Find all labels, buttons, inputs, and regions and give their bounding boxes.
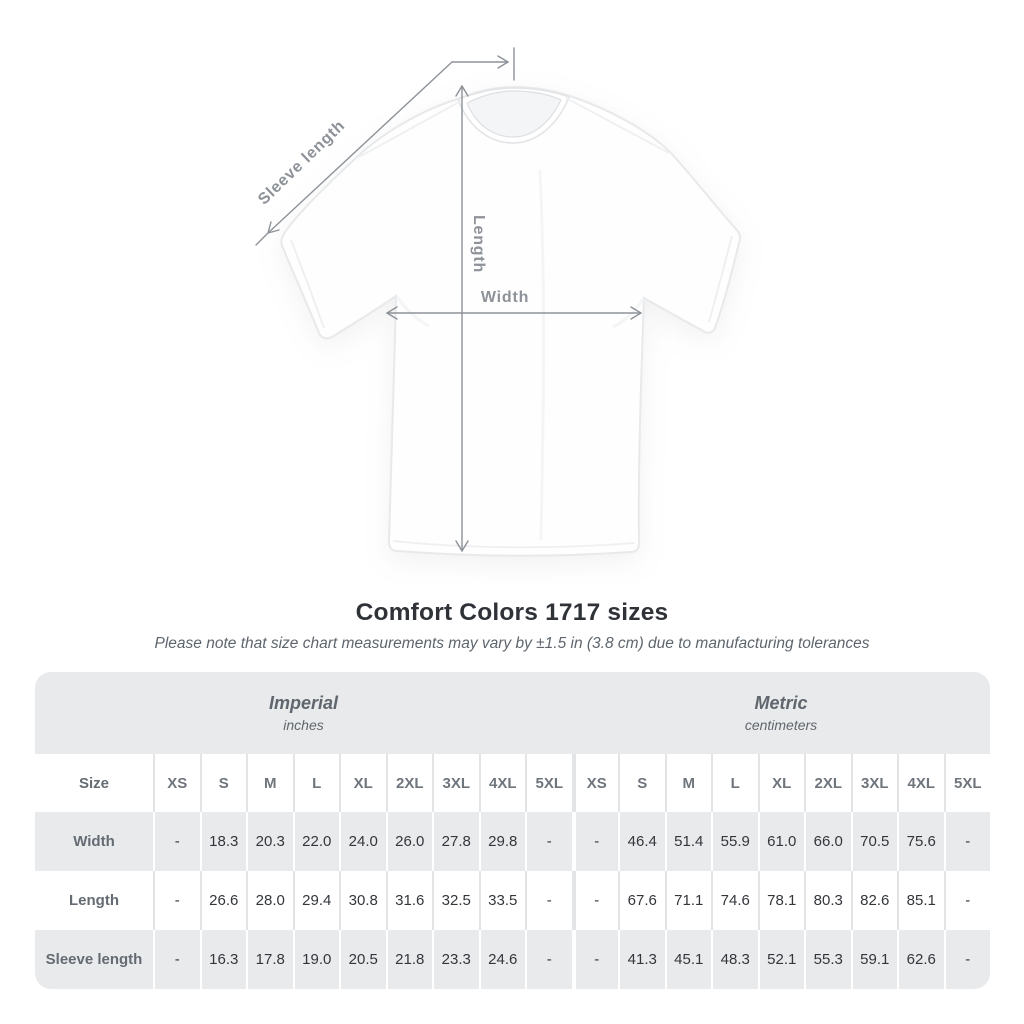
column-header: M: [665, 754, 712, 812]
corner-header: Size: [78, 774, 109, 792]
table-cell: 52.1: [758, 930, 805, 989]
table-cell: -: [153, 812, 200, 871]
table-cell: -: [572, 871, 619, 930]
imperial-unit: inches: [283, 717, 324, 733]
metric-unit: centimeters: [744, 717, 818, 733]
row-label: Length: [69, 892, 119, 909]
table-cell: 29.8: [479, 812, 526, 871]
table-cell: 24.6: [479, 930, 526, 989]
column-header: 5XL: [944, 754, 991, 812]
table-cell: 67.6: [618, 871, 665, 930]
table-cell: 62.6: [897, 930, 944, 989]
column-header: XS: [153, 754, 200, 812]
table-cell: 78.1: [758, 871, 805, 930]
table-cell: -: [525, 871, 572, 930]
column-header: L: [293, 754, 340, 812]
imperial-section-header: [35, 672, 572, 754]
column-header: S: [618, 754, 665, 812]
table-cell: 70.5: [851, 812, 898, 871]
column-header: 3XL: [432, 754, 479, 812]
table-cell: 55.3: [804, 930, 851, 989]
table-cell: 27.8: [432, 812, 479, 871]
width-label: Width: [480, 289, 530, 306]
column-header: 2XL: [386, 754, 433, 812]
row-label: Sleeve length: [45, 951, 143, 968]
column-header: S: [200, 754, 247, 812]
size-header-row: [35, 754, 990, 812]
table-cell: 48.3: [711, 930, 758, 989]
table-cell: -: [153, 930, 200, 989]
table-cell: 26.6: [200, 871, 247, 930]
table-cell: -: [525, 812, 572, 871]
table-cell: 29.4: [293, 871, 340, 930]
column-header: XL: [339, 754, 386, 812]
column-header: XL: [758, 754, 805, 812]
page-subtitle: Please note that size chart measurements may vary by ±1.5 in (3.8 cm) due to manufacturing tolerances: [154, 635, 870, 652]
table-cell: 66.0: [804, 812, 851, 871]
table-cell: 30.8: [339, 871, 386, 930]
table-cell: 55.9: [711, 812, 758, 871]
table-cell: -: [944, 871, 991, 930]
table-cell: 26.0: [386, 812, 433, 871]
table-cell: 82.6: [851, 871, 898, 930]
table-cell: 31.6: [386, 871, 433, 930]
table-cell: 32.5: [432, 871, 479, 930]
table-cell: 80.3: [804, 871, 851, 930]
width-row: [35, 812, 990, 871]
length-label: Length: [470, 214, 487, 274]
column-header: 4XL: [479, 754, 526, 812]
table-cell: 23.3: [432, 930, 479, 989]
sleeve-length-label: Sleeve length: [255, 117, 349, 209]
table-cell: 74.6: [711, 871, 758, 930]
heading-block: [0, 599, 1024, 653]
table-cell: 24.0: [339, 812, 386, 871]
table-cell: 21.8: [386, 930, 433, 989]
size-table: [35, 672, 990, 989]
table-cell: 19.0: [293, 930, 340, 989]
column-header: L: [711, 754, 758, 812]
table-cell: 20.5: [339, 930, 386, 989]
table-cell: -: [944, 930, 991, 989]
column-header: 2XL: [804, 754, 851, 812]
column-header: 3XL: [851, 754, 898, 812]
metric-label: Metric: [754, 693, 808, 713]
column-header: 5XL: [525, 754, 572, 812]
table-cell: 22.0: [293, 812, 340, 871]
table-cell: -: [525, 930, 572, 989]
column-header: 4XL: [897, 754, 944, 812]
length-row: [35, 871, 990, 930]
units-header-band: [35, 672, 990, 754]
table-cell: -: [572, 812, 619, 871]
table-cell: 61.0: [758, 812, 805, 871]
table-cell: 28.0: [246, 871, 293, 930]
table-cell: 85.1: [897, 871, 944, 930]
table-cell: 45.1: [665, 930, 712, 989]
table-cell: 20.3: [246, 812, 293, 871]
metric-section-header: [572, 672, 990, 754]
page-title: Comfort Colors 1717 sizes: [355, 599, 669, 626]
column-header: M: [246, 754, 293, 812]
table-cell: -: [572, 930, 619, 989]
table-cell: 17.8: [246, 930, 293, 989]
sleeve-length-row: [35, 930, 990, 989]
imperial-label: Imperial: [268, 693, 339, 713]
table-cell: 59.1: [851, 930, 898, 989]
column-header: XS: [572, 754, 619, 812]
table-cell: 46.4: [618, 812, 665, 871]
table-cell: -: [944, 812, 991, 871]
table-cell: 18.3: [200, 812, 247, 871]
row-label: Width: [73, 833, 115, 850]
table-cell: 51.4: [665, 812, 712, 871]
table-cell: 41.3: [618, 930, 665, 989]
table-cell: -: [153, 871, 200, 930]
table-cell: 33.5: [479, 871, 526, 930]
table-cell: 16.3: [200, 930, 247, 989]
table-cell: 71.1: [665, 871, 712, 930]
table-cell: 75.6: [897, 812, 944, 871]
